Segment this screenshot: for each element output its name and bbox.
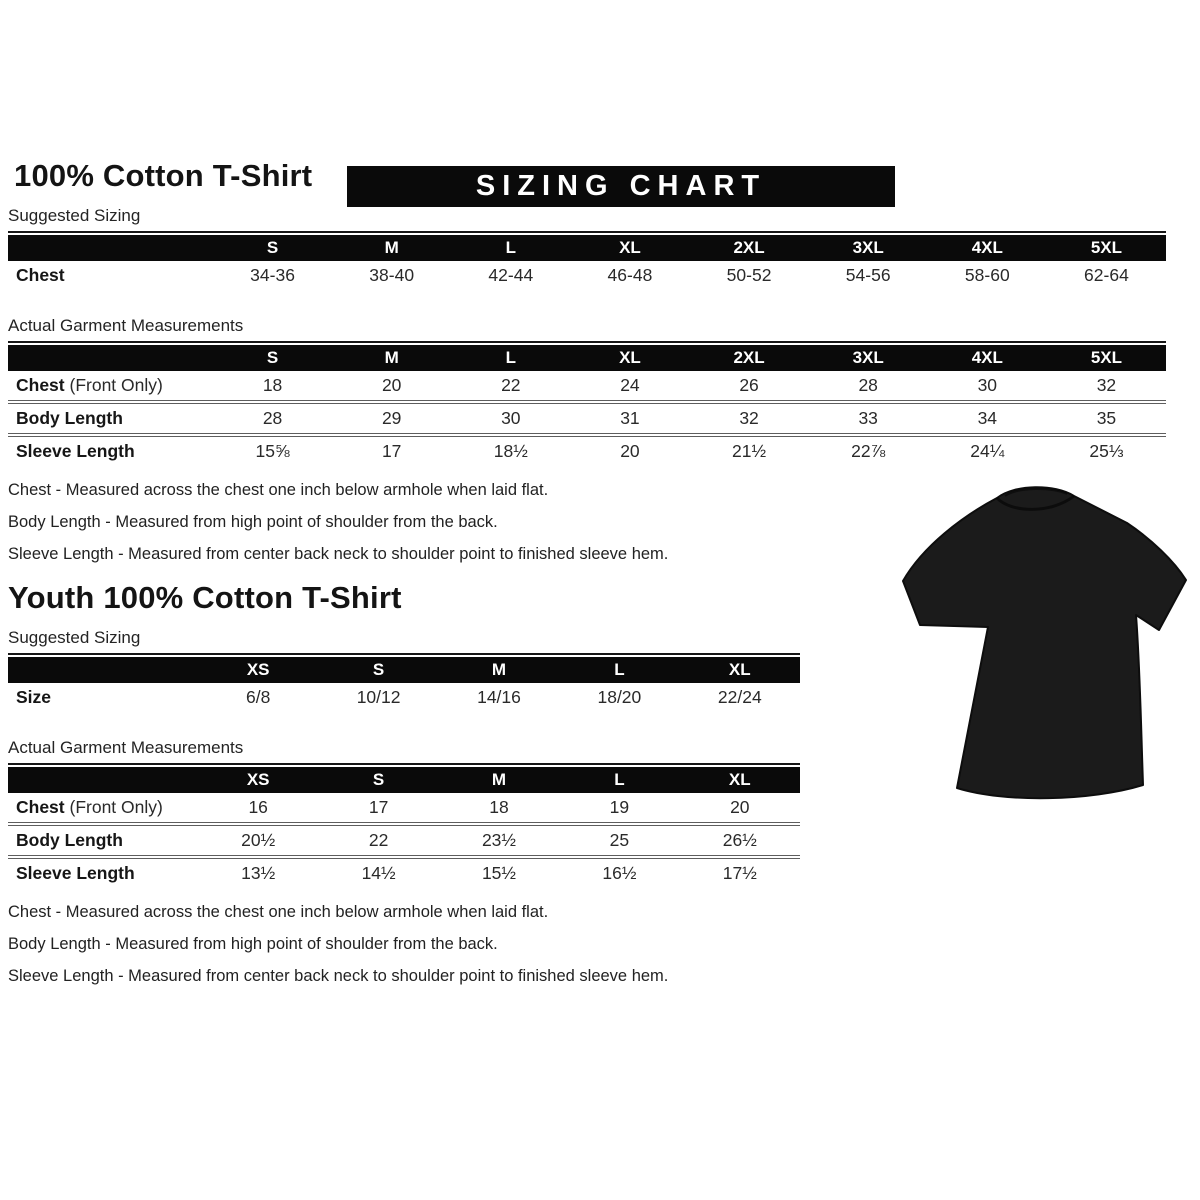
table-cell: 10/12	[356, 687, 401, 707]
column-header: 3XL	[852, 348, 884, 367]
column-header: S	[266, 348, 279, 367]
adult-suggested-table	[8, 235, 1166, 290]
note-chest: Chest - Measured across the chest one inch below armhole when laid flat.	[8, 903, 549, 921]
table-cell: 17	[381, 441, 402, 461]
table-cell: 20	[620, 441, 640, 461]
table-cell: 13½	[241, 863, 276, 883]
column-header: S	[266, 238, 279, 257]
table-cell: 20	[730, 797, 750, 817]
table-cell: 22	[368, 830, 389, 850]
table-cell: 30	[501, 408, 521, 428]
note-sleeve-length: Sleeve Length - Measured from center back neck to shoulder point to finished sleeve hem.	[8, 967, 669, 985]
youth-suggested-table	[8, 657, 800, 712]
table-header-row	[8, 767, 800, 793]
youth-notes	[8, 903, 1188, 986]
row-label: Size	[16, 687, 52, 707]
table-cell: 28	[858, 375, 878, 395]
column-header: XS	[246, 660, 270, 679]
table-cell: 22⅞	[851, 441, 886, 461]
table-cell: 32	[739, 408, 759, 428]
table-top-rule	[8, 763, 800, 765]
table-row-body-length	[8, 400, 1166, 433]
adult-title: 100% Cotton T-Shirt	[14, 158, 313, 193]
table-cell: 6/8	[246, 687, 271, 707]
row-label: Body Length	[16, 408, 123, 428]
table-cell: 33	[858, 408, 878, 428]
column-header: 2XL	[733, 238, 765, 257]
table-top-rule	[8, 653, 800, 655]
row-label	[8, 797, 198, 818]
table-row-body-length	[8, 822, 800, 855]
column-header: 5XL	[1090, 348, 1123, 367]
youth-actual-table	[8, 767, 800, 888]
table-cell: 38-40	[369, 265, 415, 285]
column-header: 3XL	[852, 238, 884, 257]
table-cell: 18	[262, 375, 283, 395]
table-header-row	[8, 657, 800, 683]
column-header: L	[505, 348, 516, 367]
column-header: S	[372, 770, 385, 789]
table-cell: 54-56	[845, 265, 891, 285]
column-header: M	[491, 770, 507, 789]
note-body-length: Body Length - Measured from high point of shoulder from the back.	[8, 513, 498, 531]
table-cell: 16	[248, 797, 268, 817]
row-label: Chest	[16, 265, 65, 285]
table-row-chest	[8, 371, 1166, 400]
table-cell: 34	[977, 408, 998, 428]
column-header: 4XL	[971, 238, 1003, 257]
sizing-chart-banner: SIZING CHART	[347, 166, 895, 207]
column-header: XL	[728, 770, 751, 789]
table-header-row	[8, 345, 1166, 371]
row-label: Sleeve Length	[16, 441, 135, 461]
column-header: 5XL	[1090, 238, 1123, 257]
adult-suggested-label: Suggested Sizing	[8, 206, 141, 225]
table-cell: 20½	[241, 830, 276, 850]
note-sleeve-length: Sleeve Length - Measured from center back neck to shoulder point to finished sleeve hem.	[8, 545, 669, 563]
table-cell: 24	[620, 375, 640, 395]
table-cell: 25	[609, 830, 630, 850]
table-cell: 21½	[732, 441, 767, 461]
table-header-row	[8, 235, 1166, 261]
table-row-sleeve-length	[8, 855, 800, 888]
table-cell: 58-60	[964, 265, 1010, 285]
table-cell: 18½	[493, 441, 528, 461]
column-header: S	[372, 660, 385, 679]
column-header: M	[491, 660, 507, 679]
row-label-suffix: (Front Only)	[64, 375, 163, 395]
adult-actual-label: Actual Garment Measurements	[8, 316, 244, 335]
table-cell: 15⅝	[255, 441, 290, 461]
note-chest: Chest - Measured across the chest one inch below armhole when laid flat.	[8, 481, 549, 499]
youth-actual-label: Actual Garment Measurements	[8, 738, 244, 757]
table-row	[8, 261, 1166, 290]
column-header: M	[384, 348, 399, 367]
youth-suggested-label: Suggested Sizing	[8, 628, 141, 647]
table-cell: 24¼	[970, 441, 1005, 461]
table-cell: 29	[381, 408, 402, 428]
column-header: XL	[619, 348, 641, 367]
table-row-chest	[8, 793, 800, 822]
table-cell: 26½	[722, 830, 757, 850]
table-cell: 50-52	[726, 265, 772, 285]
column-header: 2XL	[733, 348, 765, 367]
table-row-size	[8, 683, 800, 712]
column-header: L	[614, 660, 625, 679]
table-cell: 16½	[602, 863, 637, 883]
content-column	[8, 158, 1188, 999]
row-label	[8, 375, 213, 396]
table-cell: 14½	[361, 863, 396, 883]
column-header: XL	[619, 238, 641, 257]
table-top-rule	[8, 231, 1166, 233]
table-cell: 14/16	[477, 687, 521, 707]
adult-actual-table	[8, 345, 1166, 466]
table-cell: 15½	[481, 863, 517, 883]
table-cell: 34-36	[250, 265, 295, 285]
table-cell: 26	[739, 375, 759, 395]
table-cell: 20	[381, 375, 402, 395]
column-header: M	[384, 238, 399, 257]
row-label: Body Length	[16, 830, 123, 850]
table-cell: 31	[620, 408, 640, 428]
column-header: 4XL	[971, 348, 1003, 367]
column-header: XS	[246, 770, 270, 789]
table-cell: 62-64	[1084, 265, 1129, 285]
table-cell: 17	[368, 797, 389, 817]
table-cell: 25⅓	[1089, 441, 1124, 461]
table-top-rule	[8, 341, 1166, 343]
note-body-length: Body Length - Measured from high point of shoulder from the back.	[8, 935, 498, 953]
row-label-suffix: (Front Only)	[64, 797, 163, 817]
table-cell: 32	[1096, 375, 1117, 395]
column-header: L	[505, 238, 516, 257]
table-cell: 22/24	[717, 687, 762, 707]
youth-title: Youth 100% Cotton T-Shirt	[8, 580, 402, 615]
row-label-main: Chest	[16, 797, 65, 817]
table-cell: 30	[977, 375, 998, 395]
table-cell: 42-44	[488, 265, 534, 285]
row-label-main: Chest	[16, 375, 65, 395]
table-cell: 18	[489, 797, 509, 817]
table-cell: 28	[262, 408, 283, 428]
table-cell: 18/20	[597, 687, 642, 707]
table-row-sleeve-length	[8, 433, 1166, 466]
table-cell: 22	[501, 375, 521, 395]
table-cell: 19	[609, 797, 630, 817]
column-header: XL	[728, 660, 751, 679]
table-cell: 23½	[481, 830, 517, 850]
table-cell: 35	[1096, 408, 1117, 428]
table-cell: 46-48	[607, 265, 653, 285]
column-header: L	[614, 770, 625, 789]
adult-notes	[8, 481, 1188, 564]
row-label: Sleeve Length	[16, 863, 135, 883]
table-cell: 17½	[722, 863, 757, 883]
